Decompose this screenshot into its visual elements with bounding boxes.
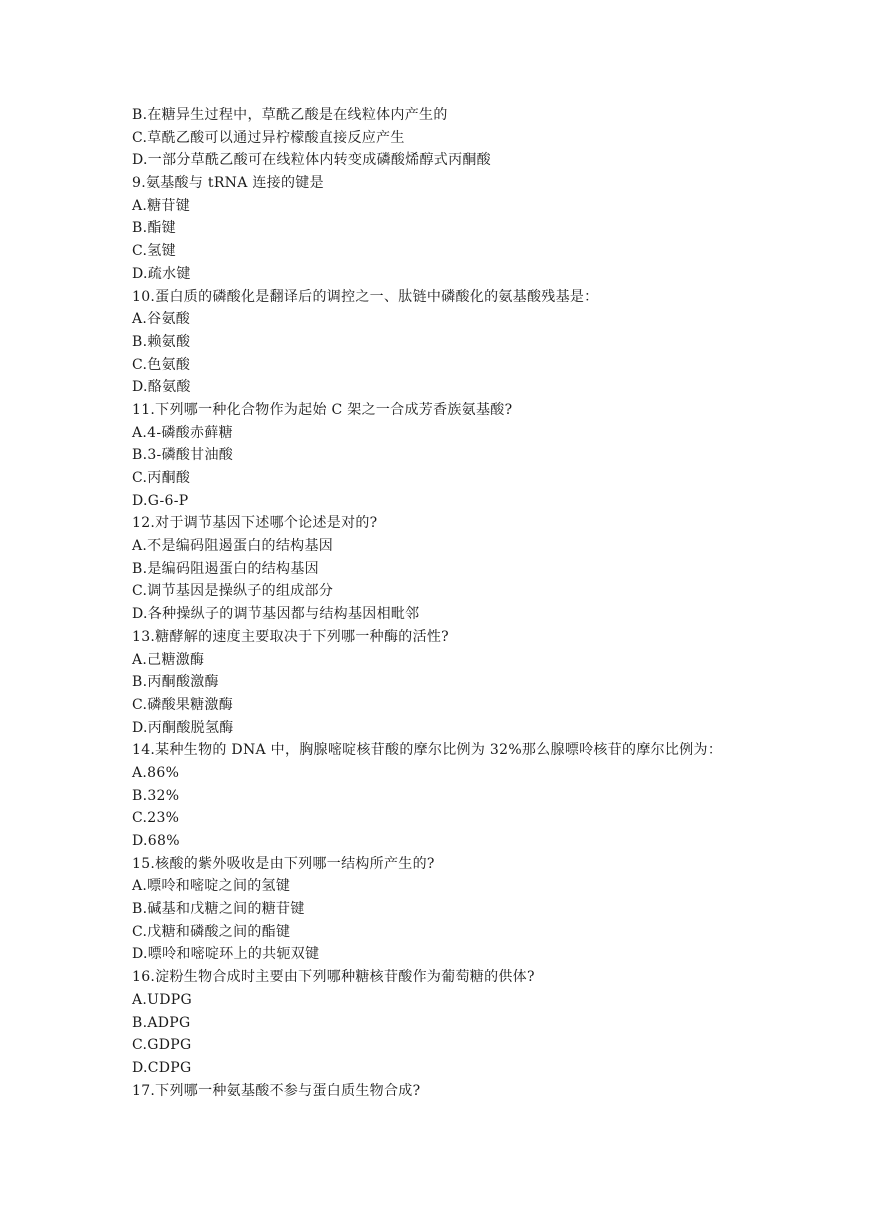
option-line: B.32% [132, 787, 180, 804]
option-line: B.在糖异生过程中，草酰乙酸是在线粒体内产生的 [132, 107, 448, 123]
option-line: C.草酰乙酸可以通过异柠檬酸直接反应产生 [132, 129, 405, 146]
question-line: 12.对于调节基因下述哪个论述是对的? [132, 515, 378, 532]
question-line: 14.某种生物的 DNA 中，胸腺嘧啶核苷酸的摩尔比例为 32%那么腺嘌呤核苷的摩尔比例为： [132, 742, 723, 759]
option-line: B.丙酮酸激酶 [132, 674, 219, 691]
option-line: A.己糖激酶 [132, 651, 205, 668]
question-line: 15.核酸的紫外吸收是由下列哪一结构所产生的? [132, 855, 435, 872]
option-line: B.ADPG [132, 1014, 191, 1031]
option-line: D.G-6-P [132, 492, 189, 509]
option-line: D.68% [132, 833, 180, 849]
question-line: 9.氨基酸与 tRNA 连接的键是 [132, 175, 324, 192]
option-line: D.各种操纵子的调节基因都与结构基因相毗邻 [132, 606, 420, 623]
option-line: D.嘌呤和嘧啶环上的共轭双键 [132, 946, 320, 963]
option-line: C.调节基因是操纵子的组成部分 [132, 583, 334, 600]
option-line: A.4-磷酸赤藓糖 [132, 424, 233, 441]
option-line: C.色氨酸 [132, 356, 191, 373]
option-line: D.一部分草酰乙酸可在线粒体内转变成磷酸烯醇式丙酮酸 [132, 152, 491, 169]
question-line: 10.蛋白质的磷酸化是翻译后的调控之一、肽链中磷酸化的氨基酸残基是： [132, 288, 599, 305]
option-line: B.碱基和戊糖之间的糖苷键 [132, 901, 305, 918]
question-line: 11.下列哪一种化合物作为起始 C 架之一合成芳香族氨基酸? [132, 401, 513, 418]
option-line: A.不是编码阻遏蛋白的结构基因 [132, 538, 334, 555]
option-line: D.酪氨酸 [132, 379, 191, 396]
option-line: A.谷氨酸 [132, 311, 191, 328]
option-line: D.疏水键 [132, 265, 191, 282]
option-line: C.23% [132, 810, 180, 827]
option-line: A.UDPG [132, 991, 192, 1008]
option-line: C.氢键 [132, 243, 176, 260]
option-line: B.3-磷酸甘油酸 [132, 447, 234, 464]
option-line: B.赖氨酸 [132, 333, 191, 350]
question-line: 13.糖酵解的速度主要取决于下列哪一种酶的活性? [132, 628, 449, 645]
option-line: C.丙酮酸 [132, 470, 191, 486]
option-line: A.糖苷键 [132, 197, 191, 214]
document-page [132, 104, 852, 1102]
option-line: D.丙酮酸脱氢酶 [132, 719, 234, 736]
option-line: C.磷酸果糖激酶 [132, 696, 234, 713]
question-line: 17.下列哪一种氨基酸不参与蛋白质生物合成? [132, 1082, 421, 1099]
option-line: B.是编码阻遏蛋白的结构基因 [132, 560, 319, 577]
question-line: 16.淀粉生物合成时主要由下列哪种糖核苷酸作为葡萄糖的供体? [132, 969, 535, 986]
option-line: B.酯键 [132, 220, 176, 237]
option-line: A.嘌呤和嘧啶之间的氢键 [132, 878, 291, 895]
option-line: A.86% [132, 764, 180, 781]
option-line: D.CDPG [132, 1059, 192, 1076]
option-line: C.GDPG [132, 1037, 192, 1054]
option-line: C.戊糖和磷酸之间的酯键 [132, 923, 291, 940]
